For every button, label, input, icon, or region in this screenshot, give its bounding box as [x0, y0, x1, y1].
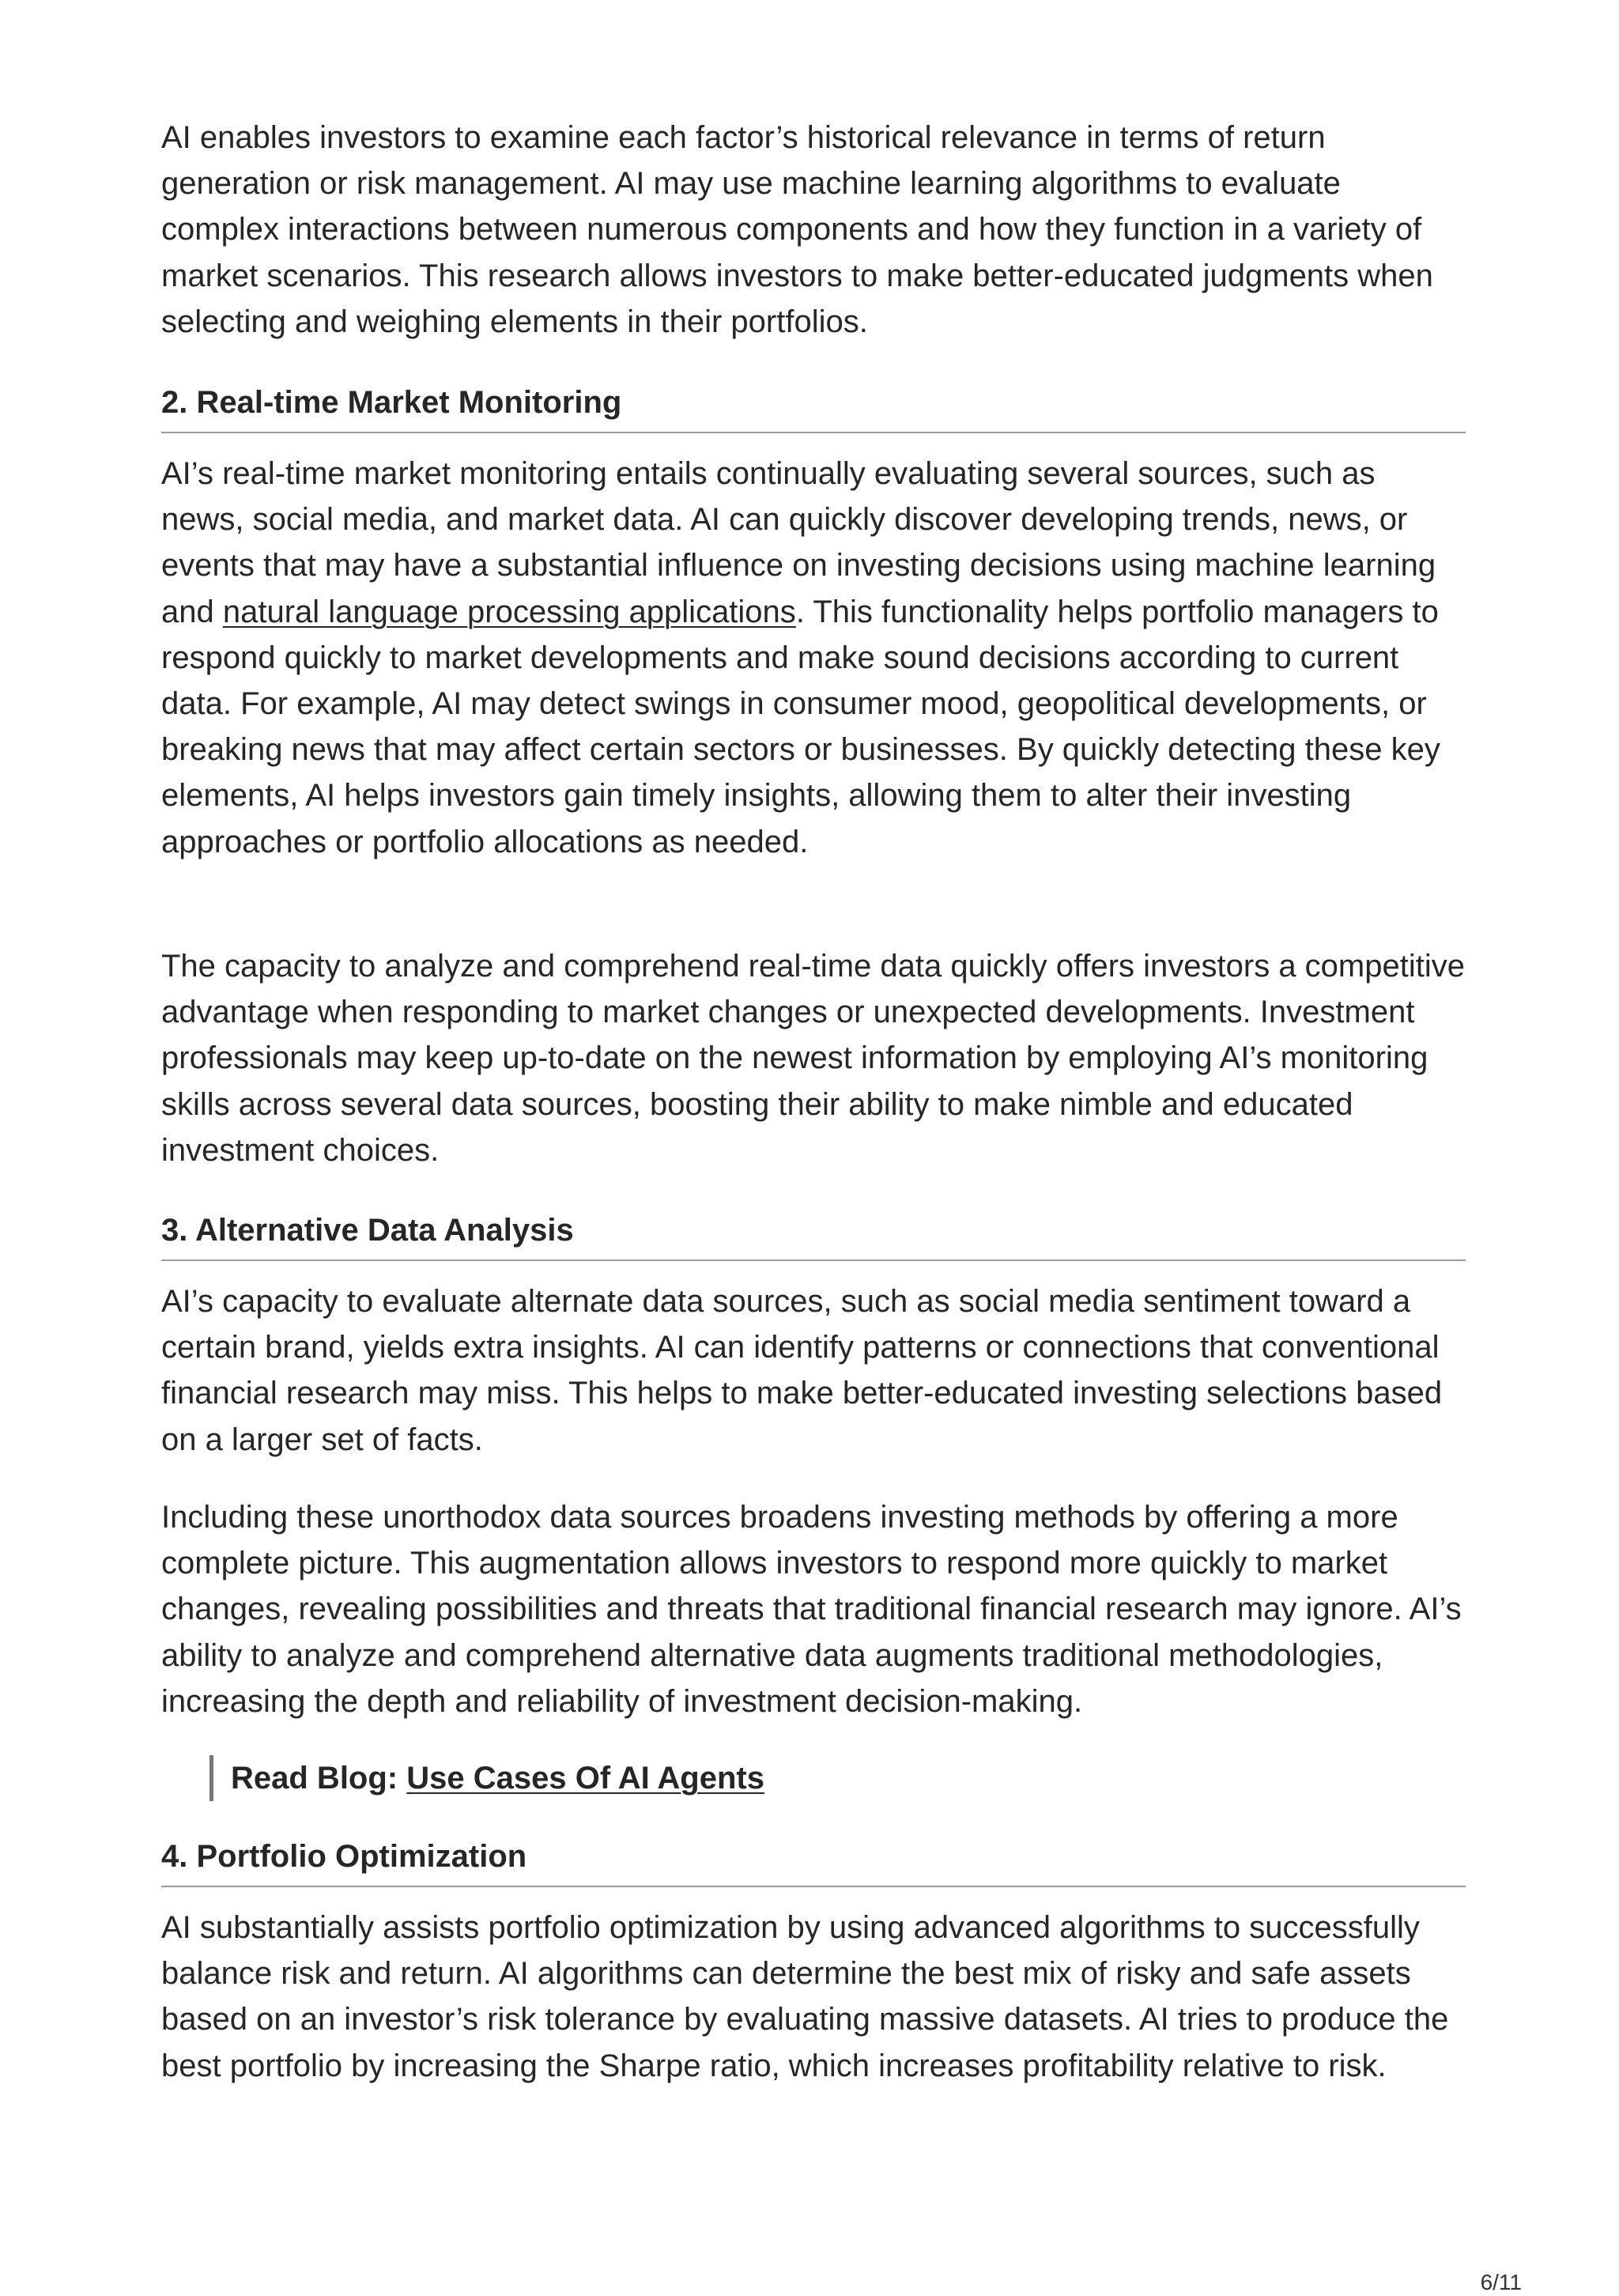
page-number: 6/11 — [1480, 2270, 1522, 2294]
alternative-data-paragraph-2: Including these unorthodox data sources broadens investing methods by offering a more complete picture. This augmentation allows investors to respond more quickly to market changes, revealing possibilities and threats that traditional financial research may ignore. AI’s ability to analyze and comprehend alternative data augments traditional methodologies, increasing the depth and reliability of investment decision-making. — [161, 1500, 1462, 1719]
nlp-applications-link[interactable]: natural language processing applications — [222, 594, 796, 629]
heading-divider — [161, 1259, 1466, 1261]
portfolio-optimization-paragraph: AI substantially assists portfolio optimization by using advanced algorithms to successfully balance risk and return. AI algorithms can determine the best mix of risky and safe assets based on an investor’s risk tolerance by evaluating massive datasets. AI tries to produce the best portfolio by increasing the Sharpe ratio, which increases profitability relative to risk. — [161, 1910, 1449, 2083]
real-time-monitoring-paragraph-2: The capacity to analyze and comprehend real-time data quickly offers investors a competitive advantage when responding to market changes or unexpected developments. Investment professionals may keep up-to-date on the newest information by employing AI’s monitoring skills across several data sources, boosting their ability to make nimble and educated investment choices. — [161, 949, 1465, 1168]
read-blog-label: Read Blog: — [231, 1761, 407, 1796]
section-heading-portfolio-optimization: 4. Portfolio Optimization — [161, 1839, 527, 1874]
heading-divider — [161, 1886, 1466, 1887]
heading-divider — [161, 432, 1466, 433]
section-heading-real-time-monitoring: 2. Real-time Market Monitoring — [161, 385, 622, 420]
alternative-data-paragraph-1: AI’s capacity to evaluate alternate data sources, such as social media sentiment toward a certain brand, yields extra insights. AI can identify patterns or connections that conventional financial research may miss. This helps to make better-educated investing selections based on a larger set of facts. — [161, 1284, 1443, 1457]
intro-paragraph: AI enables investors to examine each factor’s historical relevance in terms of return generation or risk management. AI may use machine learning algorithms to evaluate complex interactions between numerous components and how they function in a variety of market scenarios. This research allows investors to make better-educated judgments when selecting and weighing elements in their portfolios. — [161, 120, 1433, 339]
paragraph-text: AI’s real-time market monitoring entails continually evaluating several sources, such as news, social media, and market data. AI can quickly discover developing trends, news, or events that may have a substantial influence on investing decisions using machine learning and — [161, 456, 1436, 629]
real-time-monitoring-paragraph-1 — [161, 451, 1466, 865]
use-cases-of-ai-agents-link[interactable]: Use Cases Of AI Agents — [406, 1761, 764, 1796]
read-blog-callout — [209, 1755, 764, 1801]
section-heading-alternative-data: 3. Alternative Data Analysis — [161, 1213, 574, 1248]
paragraph-text: . This functionality helps portfolio managers to respond quickly to market developments and make sound decisions according to current data. For example, AI may detect swings in consumer mood, geopolitical developments, or breaking news that may affect certain sectors or businesses. By quickly detecting these key elements, AI helps investors gain timely insights, allowing them to alter their investing approaches or portfolio allocations as needed. — [161, 594, 1440, 859]
